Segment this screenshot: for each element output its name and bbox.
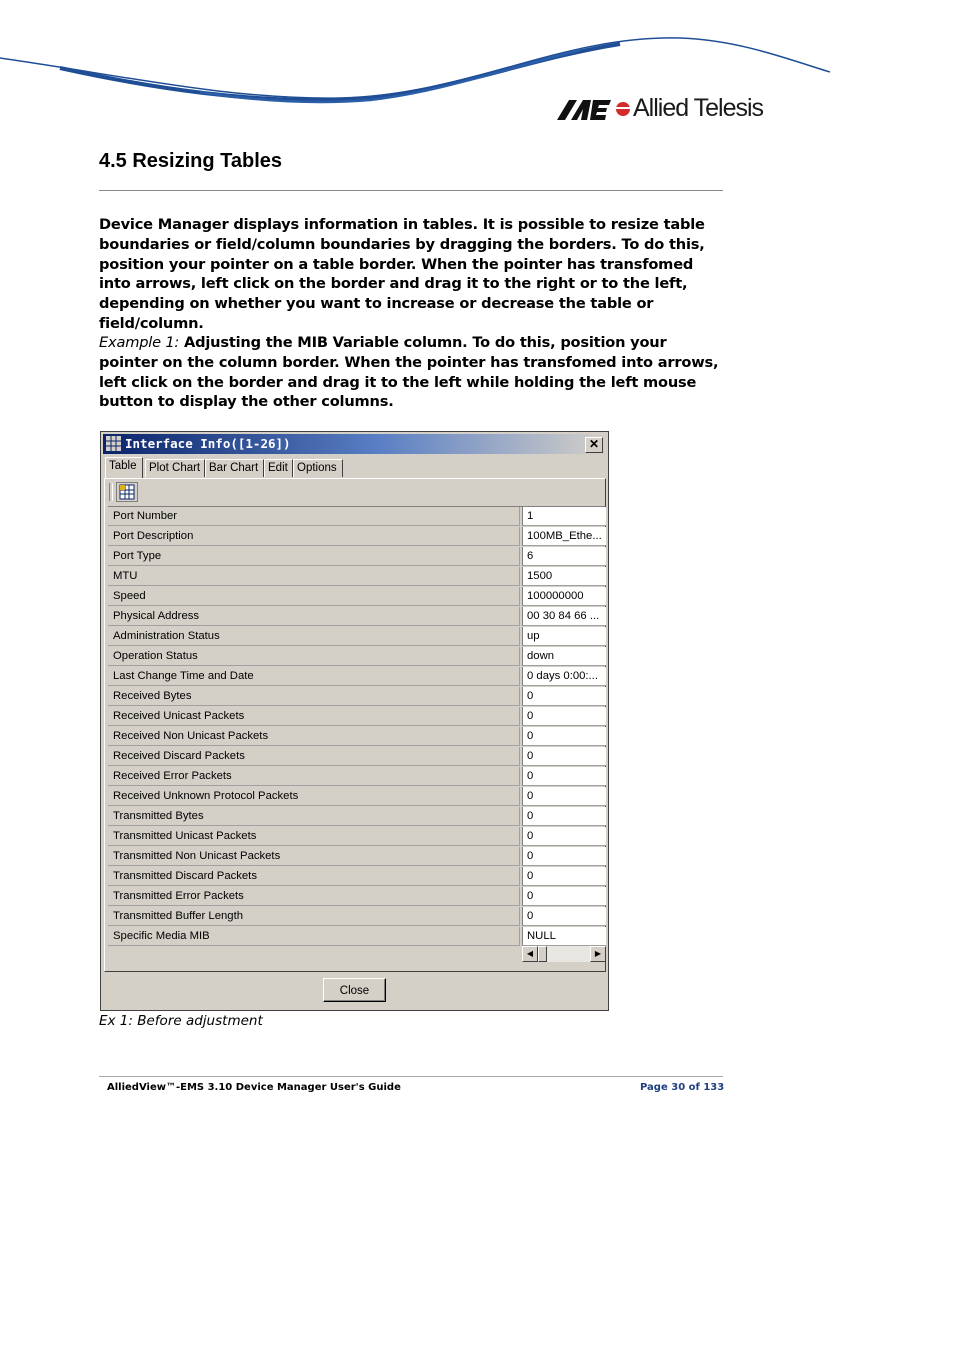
mib-variable-cell[interactable]: Received Error Packets [108,767,520,786]
table-panel [104,478,606,972]
close-button[interactable]: Close [323,978,386,1002]
grid-icon [106,436,121,451]
mib-variable-cell[interactable]: Transmitted Error Packets [108,887,520,906]
value-cell[interactable]: 0 days 0:00:... [522,667,606,686]
table-row [108,587,605,607]
mib-variable-cell[interactable]: Received Discard Packets [108,747,520,766]
value-cell[interactable]: 0 [522,707,606,726]
table-row [108,567,605,587]
tab-edit[interactable]: Edit [264,459,293,477]
window-title: Interface Info([1-26]) [125,436,291,451]
scroll-thumb[interactable] [538,946,547,962]
interface-info-window [100,431,609,1011]
table-row [108,667,605,687]
table-row [108,627,605,647]
mib-table [108,506,605,958]
table-row [108,887,605,907]
mib-variable-cell[interactable]: Physical Address [108,607,520,626]
example-text: Adjusting the MIB Variable column. To do this, position your pointer on the column border. When the pointer has transfomed into arrows, left click on the border and drag it to the left while holding the left mouse button to display the other columns. [99,334,719,411]
table-view-icon[interactable] [116,482,138,502]
window-titlebar [103,434,606,454]
tab-plot-chart[interactable]: Plot Chart [145,459,205,477]
example-paragraph [99,333,724,412]
value-cell[interactable]: up [522,627,606,646]
toolbar-separator [109,483,113,501]
mib-variable-cell[interactable]: Speed [108,587,520,606]
mib-variable-cell[interactable]: Received Unicast Packets [108,707,520,726]
mib-variable-cell[interactable]: Transmitted Non Unicast Packets [108,847,520,866]
tab-options[interactable]: Options [293,459,343,477]
table-row [108,527,605,547]
table-row [108,747,605,767]
table-row [108,547,605,567]
horizontal-scrollbar[interactable] [522,946,606,962]
value-cell[interactable]: 100000000 [522,587,606,606]
title-divider [99,190,723,191]
figure-caption: Ex 1: Before adjustment [99,1013,263,1029]
brand-name: Allied Telesis [633,94,764,122]
footer-divider [99,1076,723,1077]
value-cell[interactable]: 0 [522,787,606,806]
value-cell[interactable]: 1500 [522,567,606,586]
mib-variable-cell[interactable]: Transmitted Unicast Packets [108,827,520,846]
mib-variable-cell[interactable]: Operation Status [108,647,520,666]
table-row [108,707,605,727]
window-close-icon[interactable]: ✕ [585,437,603,453]
scroll-right-icon[interactable]: ▶ [590,946,606,962]
intro-paragraph: Device Manager displays information in tables. It is possible to resize table boundaries or field/column boundaries by dragging the borders. To do this, position your pointer on a table border. When the pointer has transfomed into arrows, left click on the border and drag it to the right or to the left, depending on whether you want to increase or decrease the table or field/column. [99,216,705,332]
footer-guide-title: AlliedView™-EMS 3.10 Device Manager User's Guide [107,1082,401,1093]
value-cell[interactable]: 0 [522,887,606,906]
table-row [108,867,605,887]
value-cell[interactable]: down [522,647,606,666]
mib-variable-cell[interactable]: Received Non Unicast Packets [108,727,520,746]
mib-variable-cell[interactable]: Received Unknown Protocol Packets [108,787,520,806]
mib-variable-cell[interactable]: MTU [108,567,520,586]
table-row [108,647,605,667]
table-row [108,787,605,807]
value-cell[interactable]: NULL [522,927,606,946]
value-cell[interactable]: 6 [522,547,606,566]
mib-variable-cell[interactable]: Port Type [108,547,520,566]
value-cell[interactable]: 0 [522,727,606,746]
table-row [108,807,605,827]
table-row [108,727,605,747]
example-label: Example 1: [99,334,180,351]
value-cell[interactable]: 0 [522,827,606,846]
value-cell[interactable]: 1 [522,507,606,526]
mib-variable-cell[interactable]: Last Change Time and Date [108,667,520,686]
table-row [108,687,605,707]
value-cell[interactable]: 100MB_Ethe... [522,527,606,546]
tab-table[interactable]: Table [105,457,143,478]
table-row [108,907,605,927]
mib-variable-cell[interactable]: Transmitted Discard Packets [108,867,520,886]
table-row [108,767,605,787]
mib-variable-cell[interactable]: Received Bytes [108,687,520,706]
value-cell[interactable]: 0 [522,687,606,706]
value-cell[interactable]: 0 [522,747,606,766]
table-row [108,507,605,527]
mib-variable-cell[interactable]: Specific Media MIB [108,927,520,946]
table-row [108,847,605,867]
value-cell[interactable]: 0 [522,767,606,786]
scroll-left-icon[interactable]: ◀ [522,946,538,962]
tab-bar-chart[interactable]: Bar Chart [205,459,264,477]
footer-page-number: Page 30 of 133 [640,1082,725,1093]
value-cell[interactable]: 0 [522,847,606,866]
mib-variable-cell[interactable]: Port Number [108,507,520,526]
mib-variable-cell[interactable]: Transmitted Buffer Length [108,907,520,926]
table-row [108,927,605,947]
value-cell[interactable]: 0 [522,907,606,926]
section-title: 4.5 Resizing Tables [99,150,283,172]
mib-variable-cell[interactable]: Administration Status [108,627,520,646]
mib-variable-cell[interactable]: Transmitted Bytes [108,807,520,826]
value-cell[interactable]: 0 [522,807,606,826]
value-cell[interactable]: 0 [522,867,606,886]
table-row [108,827,605,847]
table-row [108,607,605,627]
value-cell[interactable]: 00 30 84 66 ... [522,607,606,626]
mib-variable-cell[interactable]: Port Description [108,527,520,546]
